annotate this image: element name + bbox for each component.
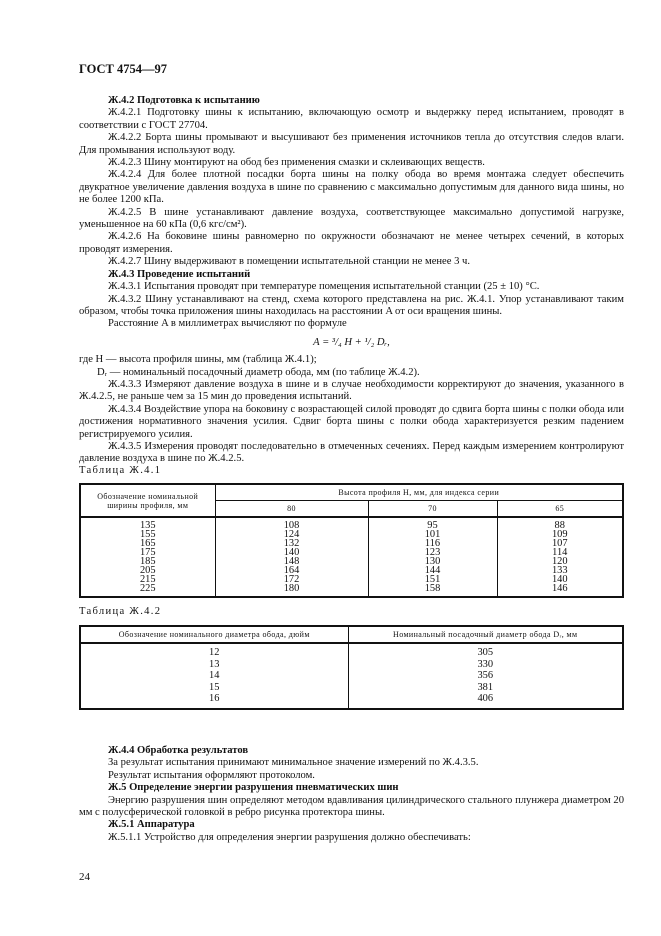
- column-header: Обозначение номинальной ширины профиля, мм: [80, 484, 215, 517]
- paragraph: Ж.4.3.4 Воздействие упора на боковину с возрастающей силой проводят до сдвига борта шины с полки обода или достижения нормативного значения усилия. Сдвиг борта шины с полки обода характеризуется резким падением регистрируемого усилия.: [79, 403, 624, 440]
- table-cell: 116: [368, 539, 497, 548]
- table-cell: 140: [215, 548, 368, 557]
- paragraph: Ж.4.2.6 На боковине шины равномерно по окружности обозначают не менее четырех сечений, в которых проводят измерения.: [79, 231, 624, 255]
- table-cell: 124: [215, 530, 368, 539]
- table-cell: 14: [80, 670, 348, 682]
- table-row: [80, 643, 623, 659]
- section-heading: Ж.4.4 Обработка результатов: [108, 745, 249, 756]
- table-cell: 144: [368, 566, 497, 575]
- paragraph: Ж.4.2.4 Для более плотной посадки борта шины на полку обода во время монтажа следует обеспечить двукратное увеличение давления воздуха в шине по сравнению с максимально допустимым для данного вида шины, но не более 1200 кПа.: [79, 169, 624, 206]
- section-heading: Ж.5 Определение энергии разрушения пневматических шин: [108, 782, 399, 794]
- section-4-4: [79, 745, 624, 844]
- table-cell: 120: [497, 557, 623, 566]
- table-cell: 330: [348, 659, 623, 671]
- table-cell: 130: [368, 557, 497, 566]
- paragraph: Ж.4.2.3 Шину монтируют на обод без применения смазки и склеивающих веществ.: [108, 157, 485, 169]
- table-cell: 205: [80, 566, 215, 575]
- paragraph: Ж.4.2.2 Борта шины промывают и высушивают без применения источников тепла до отсутствия следов влаги. Для промывания используют воду.: [79, 132, 624, 156]
- table-cell: 356: [348, 670, 623, 682]
- table-cell: 12: [80, 643, 348, 659]
- table-cell: 123: [368, 548, 497, 557]
- table-row: [80, 530, 623, 539]
- table-cell: 151: [368, 575, 497, 584]
- table-cell: 13: [80, 659, 348, 671]
- table-cell: 146: [497, 584, 623, 597]
- table-cell: 95: [368, 517, 497, 530]
- paragraph: Ж.4.2.1 Подготовку шины к испытанию, включающую осмотр и выдержку перед испытанием, проводят в соответствии с ГОСТ 27704.: [79, 107, 624, 131]
- column-header: 70: [368, 501, 497, 518]
- table-row: [80, 659, 623, 671]
- table-cell: 164: [215, 566, 368, 575]
- table-cell: 185: [80, 557, 215, 566]
- paragraph: Ж.4.2.5 В шине устанавливают давление воздуха, соответствующее максимально допустимой нагрузке, уменьшенное на 60 кПа (0,6 кгс/см²).: [79, 206, 624, 231]
- paragraph: Расстояние A в миллиметрах вычисляют по формуле: [108, 318, 347, 330]
- column-group-header: Высота профиля H, мм, для индекса серии: [215, 484, 623, 501]
- page-number: 24: [79, 871, 90, 883]
- table-caption: Таблица Ж.4.2: [79, 606, 162, 617]
- paragraph: Ж.5.1.1 Устройство для определения энергии разрушения должно обеспечивать:: [108, 831, 471, 843]
- column-header: Обозначение номинального диаметра обода, дюйм: [80, 626, 348, 643]
- table-cell: 140: [497, 575, 623, 584]
- table-cell: 109: [497, 530, 623, 539]
- table-cell: 155: [80, 530, 215, 539]
- table-cell: 406: [348, 693, 623, 709]
- formula-where: где H — высота профиля шины, мм (таблица Ж.4.1);: [79, 354, 317, 366]
- table-cell: 381: [348, 682, 623, 694]
- document-header: ГОСТ 4754—97: [79, 62, 168, 76]
- table-cell: 148: [215, 557, 368, 566]
- table-cell: 215: [80, 575, 215, 584]
- table-cell: 15: [80, 682, 348, 694]
- table-cell: 108: [215, 517, 368, 530]
- table-row: [80, 517, 623, 530]
- table-row: [80, 539, 623, 548]
- paragraph: Энергию разрушения шин определяют методом вдавливания цилиндрического стального плунжера диаметром 20 мм с полусферической головкой в ребро рисунка протектора шины.: [79, 794, 624, 819]
- table-1-wrap: [79, 483, 624, 598]
- table-row: [80, 584, 623, 597]
- section-4-2: [79, 95, 624, 466]
- table-cell: 305: [348, 643, 623, 659]
- table-2-wrap: [79, 625, 624, 710]
- paragraph: За результат испытания принимают минимальное значение измерений по Ж.4.3.5.: [108, 757, 479, 769]
- paragraph: Ж.4.2.7 Шину выдерживают в помещении испытательной станции не менее 3 ч.: [108, 256, 471, 268]
- table-1: [79, 483, 624, 598]
- table-row: [80, 575, 623, 584]
- table-cell: 175: [80, 548, 215, 557]
- table-cell: 158: [368, 584, 497, 597]
- formula-where: Dᵣ — номинальный посадочный диаметр обода, мм (по таблице Ж.4.2).: [97, 366, 420, 378]
- column-header: 80: [215, 501, 368, 518]
- table-cell: 101: [368, 530, 497, 539]
- table-cell: 135: [80, 517, 215, 530]
- section-heading: Ж.4.3 Проведение испытаний: [108, 268, 251, 280]
- table-cell: 16: [80, 693, 348, 709]
- section-heading: Ж.4.2 Подготовка к испытанию: [108, 95, 260, 106]
- table-row: [80, 566, 623, 575]
- section-heading: Ж.5.1 Аппаратура: [108, 819, 195, 831]
- paragraph: Ж.4.3.5 Измерения проводят последовательно в отмеченных сечениях. Перед каждым измерением контролируют давление воздуха в шине по Ж.4.2.5.: [79, 440, 624, 465]
- column-header: Номинальный посадочный диаметр обода Dᵣ, мм: [348, 626, 623, 643]
- table-row: [80, 670, 623, 682]
- paragraph: Ж.4.3.3 Измеряют давление воздуха в шине и в случае необходимости корректируют до значения, указанного в Ж.4.2.5, не раньше чем за 15 мин до проведения испытаний.: [79, 378, 624, 403]
- table-row: [80, 548, 623, 557]
- table-caption: Таблица Ж.4.1: [79, 465, 162, 476]
- table-cell: 165: [80, 539, 215, 548]
- column-header: 65: [497, 501, 623, 518]
- formula: A = ³/₄ H + ¹/₂ Dᵣ,: [313, 336, 390, 348]
- table-cell: 225: [80, 584, 215, 597]
- paragraph: Результат испытания оформляют протоколом.: [108, 769, 315, 781]
- paragraph: Ж.4.3.1 Испытания проводят при температуре помещения испытательной станции (25 ± 10) °С.: [108, 281, 540, 293]
- table-cell: 107: [497, 539, 623, 548]
- table-cell: 180: [215, 584, 368, 597]
- paragraph: Ж.4.3.2 Шину устанавливают на стенд, схема которого представлена на рис. Ж.4.1. Упор устанавливают таким образом, чтобы точка приложения шины находилась на расстоянии A от оси вращения шины.: [79, 293, 624, 317]
- table-cell: 172: [215, 575, 368, 584]
- table-cell: 132: [215, 539, 368, 548]
- table-cell: 88: [497, 517, 623, 530]
- table-row: [80, 682, 623, 694]
- table-cell: 114: [497, 548, 623, 557]
- table-row: [80, 693, 623, 709]
- table-2: [79, 625, 624, 710]
- table-row: [80, 557, 623, 566]
- table-cell: 133: [497, 566, 623, 575]
